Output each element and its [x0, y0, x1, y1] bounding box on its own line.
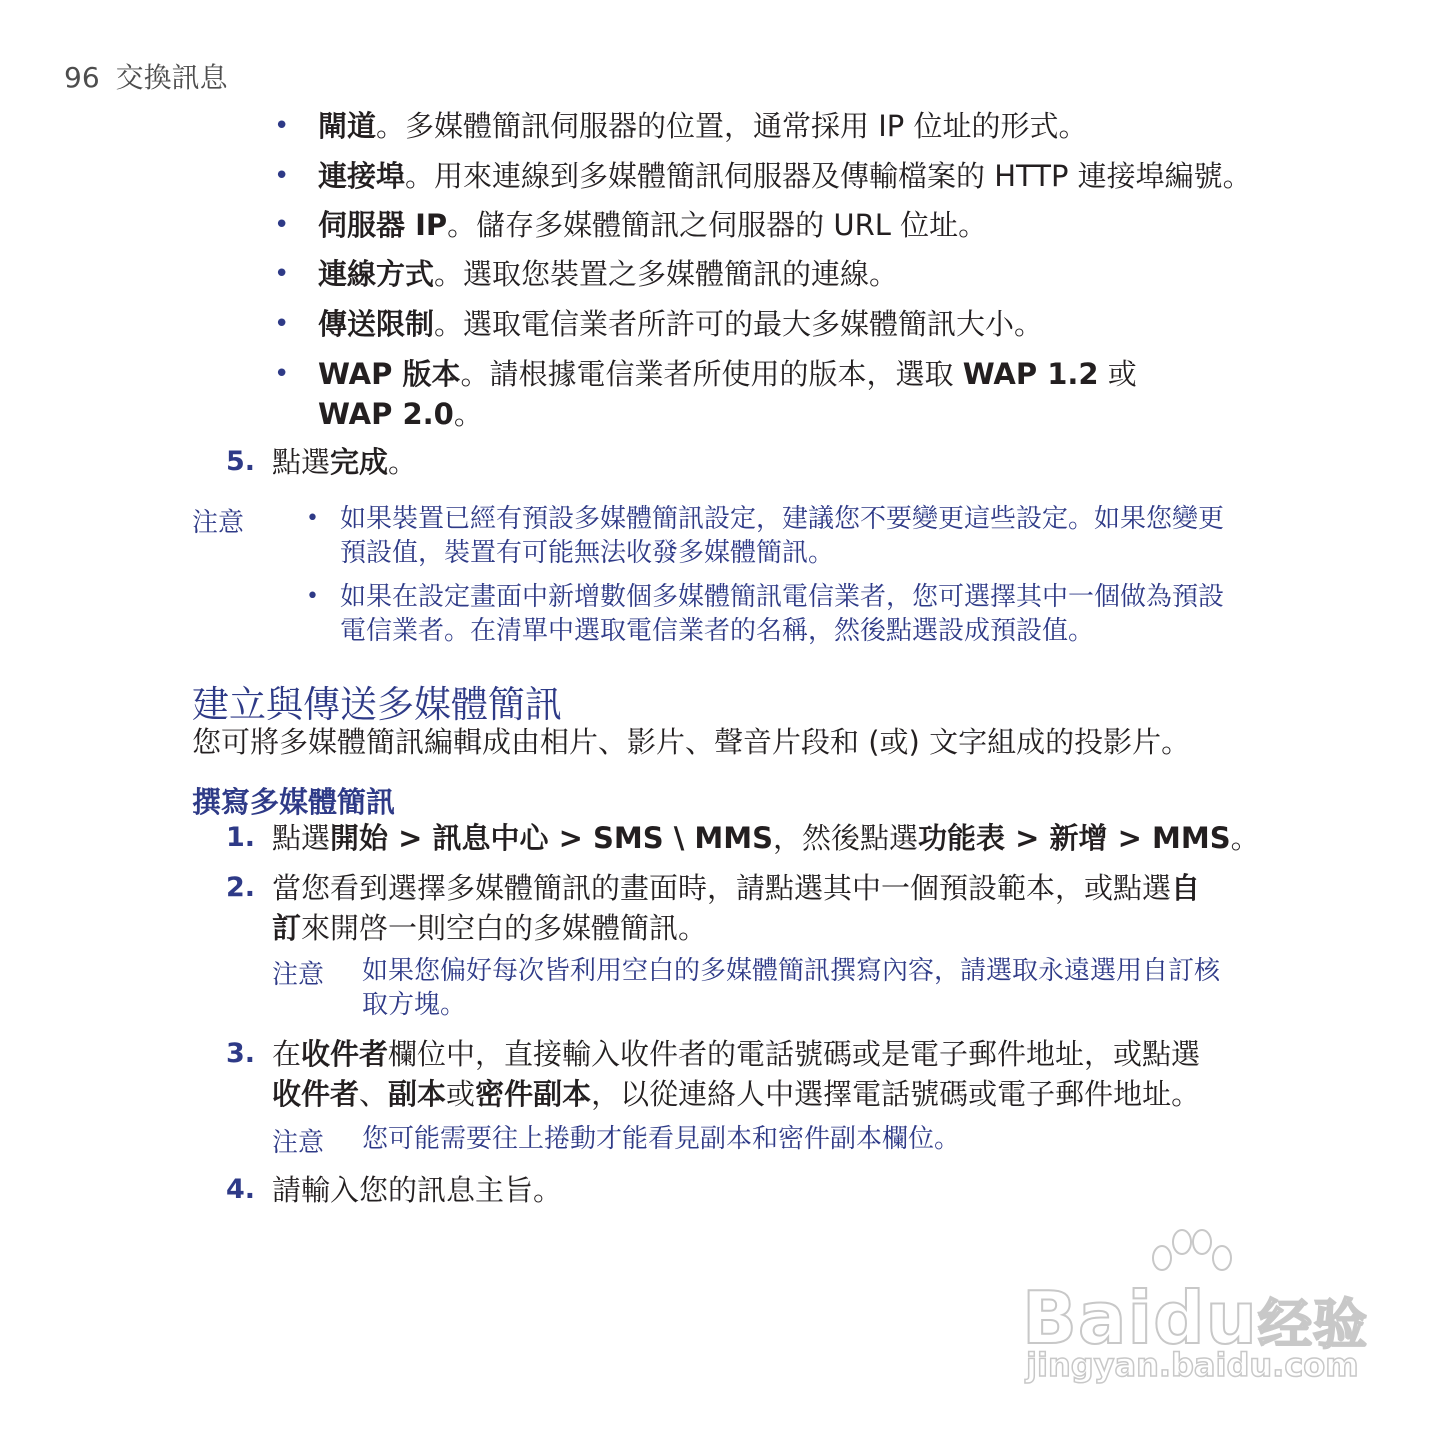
step-text: ，以從連絡人中選擇電話號碼或電子郵件地址。	[591, 1077, 1201, 1111]
list-item	[274, 354, 1318, 434]
step-bold: 完成	[330, 445, 389, 479]
bullet-dot: •	[274, 309, 290, 339]
bullet-term: 傳送限制	[318, 307, 435, 341]
step-item	[226, 1034, 1312, 1114]
watermark-sub: 经验	[1257, 1293, 1368, 1356]
watermark-url: jingyan.baidu.com	[1026, 1346, 1359, 1384]
list-item	[274, 304, 1318, 344]
bullet-term: 連線方式	[318, 257, 435, 291]
step-text: 當您看到選擇多媒體簡訊的畫面時，請點選其中一個預設範本，或點選	[272, 871, 1172, 905]
note-text: 您可能需要往上捲動才能看見副本和密件副本欄位。	[362, 1124, 961, 1154]
bullet-dot: •	[306, 506, 319, 531]
bullet-text: 。多媒體簡訊伺服器的位置，通常採用 IP 位址的形式。	[376, 109, 1088, 143]
step-text: 。	[388, 445, 418, 479]
list-item	[274, 106, 1318, 146]
step-number: 5.	[226, 446, 256, 477]
note-label: 注意	[272, 1128, 325, 1158]
step-bold: 密件副本	[475, 1077, 592, 1111]
step-number: 3.	[226, 1038, 256, 1069]
list-item	[274, 205, 1318, 245]
bullet-dot: •	[274, 111, 290, 141]
step-bold: 功能表 > 新增 > MMS	[918, 821, 1231, 855]
note-label: 注意	[192, 508, 245, 538]
note-item	[306, 502, 1300, 570]
step-bold: 收件者	[301, 1037, 389, 1071]
list-item	[274, 156, 1318, 196]
bullet-dot: •	[274, 259, 290, 289]
step-item	[226, 868, 1312, 948]
bullet-text: 。用來連線到多媒體簡訊伺服器及傳輸檔案的 HTTP 連接埠編號。	[405, 159, 1252, 193]
step-bold: 開始 > 訊息中心 > SMS \ MMS	[330, 821, 774, 855]
page-number: 96	[64, 61, 100, 94]
step-text: 點選	[272, 821, 331, 855]
step-item	[226, 1170, 1312, 1210]
bullet-option: WAP 2.0	[318, 397, 454, 431]
bullet-term: WAP 版本	[318, 357, 461, 391]
step-text: 。	[1230, 821, 1260, 855]
step-number: 1.	[226, 822, 256, 853]
step-text: 在	[272, 1037, 302, 1071]
watermark-brand: Baidu	[1022, 1276, 1258, 1360]
list-item	[274, 254, 1318, 294]
step-bold: 訂	[272, 911, 302, 945]
step-item	[226, 442, 1312, 482]
step-text: 來開啓一則空白的多媒體簡訊。	[301, 911, 708, 945]
note-text: 如果裝置已經有預設多媒體簡訊設定，建議您不要變更這些設定。如果您變更	[340, 504, 1225, 534]
baidu-watermark	[1022, 1228, 1368, 1388]
step-item	[226, 818, 1312, 858]
note-item	[306, 580, 1300, 648]
step-text: 欄位中，直接輸入收件者的電話號碼或是電子郵件地址，或點選	[388, 1037, 1201, 1071]
subsection-title: 撰寫多媒體簡訊	[192, 785, 396, 819]
bullet-dot: •	[274, 210, 290, 240]
section-name: 交換訊息	[115, 61, 228, 94]
note-line: 取方塊。	[362, 990, 467, 1020]
bullet-text: 。選取您裝置之多媒體簡訊的連線。	[434, 257, 899, 291]
bullet-text: 或	[1098, 357, 1137, 391]
bullet-text: 。請根據電信業者所使用的版本，選取	[460, 357, 963, 391]
note-line: 如果您偏好每次皆利用空白的多媒體簡訊撰寫內容，請選取永遠選用自訂核	[362, 956, 1221, 986]
bullet-dot: •	[306, 584, 319, 609]
step-text: 、	[359, 1077, 389, 1111]
step-text: ，然後點選	[773, 821, 919, 855]
bullet-option: WAP 1.2	[962, 357, 1099, 391]
section-intro: 您可將多媒體簡訊編輯成由相片、影片、聲音片段和 (或) 文字組成的投影片。	[192, 725, 1191, 759]
note-label: 注意	[272, 960, 325, 990]
step-bold: 自	[1171, 871, 1201, 905]
bullet-text: 。	[453, 397, 483, 431]
note-text	[362, 954, 1220, 1022]
note-text: 如果在設定畫面中新增數個多媒體簡訊電信業者，您可選擇其中一個做為預設	[340, 582, 1225, 612]
section-title: 建立與傳送多媒體簡訊	[192, 683, 562, 726]
bullet-term: 連接埠	[318, 159, 406, 193]
step-text: 點選	[272, 445, 331, 479]
bullet-text: 。選取電信業者所許可的最大多媒體簡訊大小。	[434, 307, 1044, 341]
bullet-term: 伺服器 IP	[318, 208, 448, 242]
step-number: 4.	[226, 1174, 256, 1205]
page-header	[64, 56, 228, 96]
step-bold: 副本	[388, 1077, 447, 1111]
step-bold: 收件者	[272, 1077, 360, 1111]
note-text: 電信業者。在清單中選取電信業者的名稱，然後點選設成預設值。	[340, 616, 1095, 646]
bullet-dot: •	[274, 359, 290, 389]
step-text: 或	[446, 1077, 476, 1111]
note-text: 預設值，裝置有可能無法收發多媒體簡訊。	[340, 538, 835, 568]
step-number: 2.	[226, 872, 256, 903]
bullet-dot: •	[274, 161, 290, 191]
bullet-text: 。儲存多媒體簡訊之伺服器的 URL 位址。	[447, 208, 988, 242]
step-text: 請輸入您的訊息主旨。	[272, 1173, 563, 1207]
bullet-term: 閘道	[318, 109, 377, 143]
